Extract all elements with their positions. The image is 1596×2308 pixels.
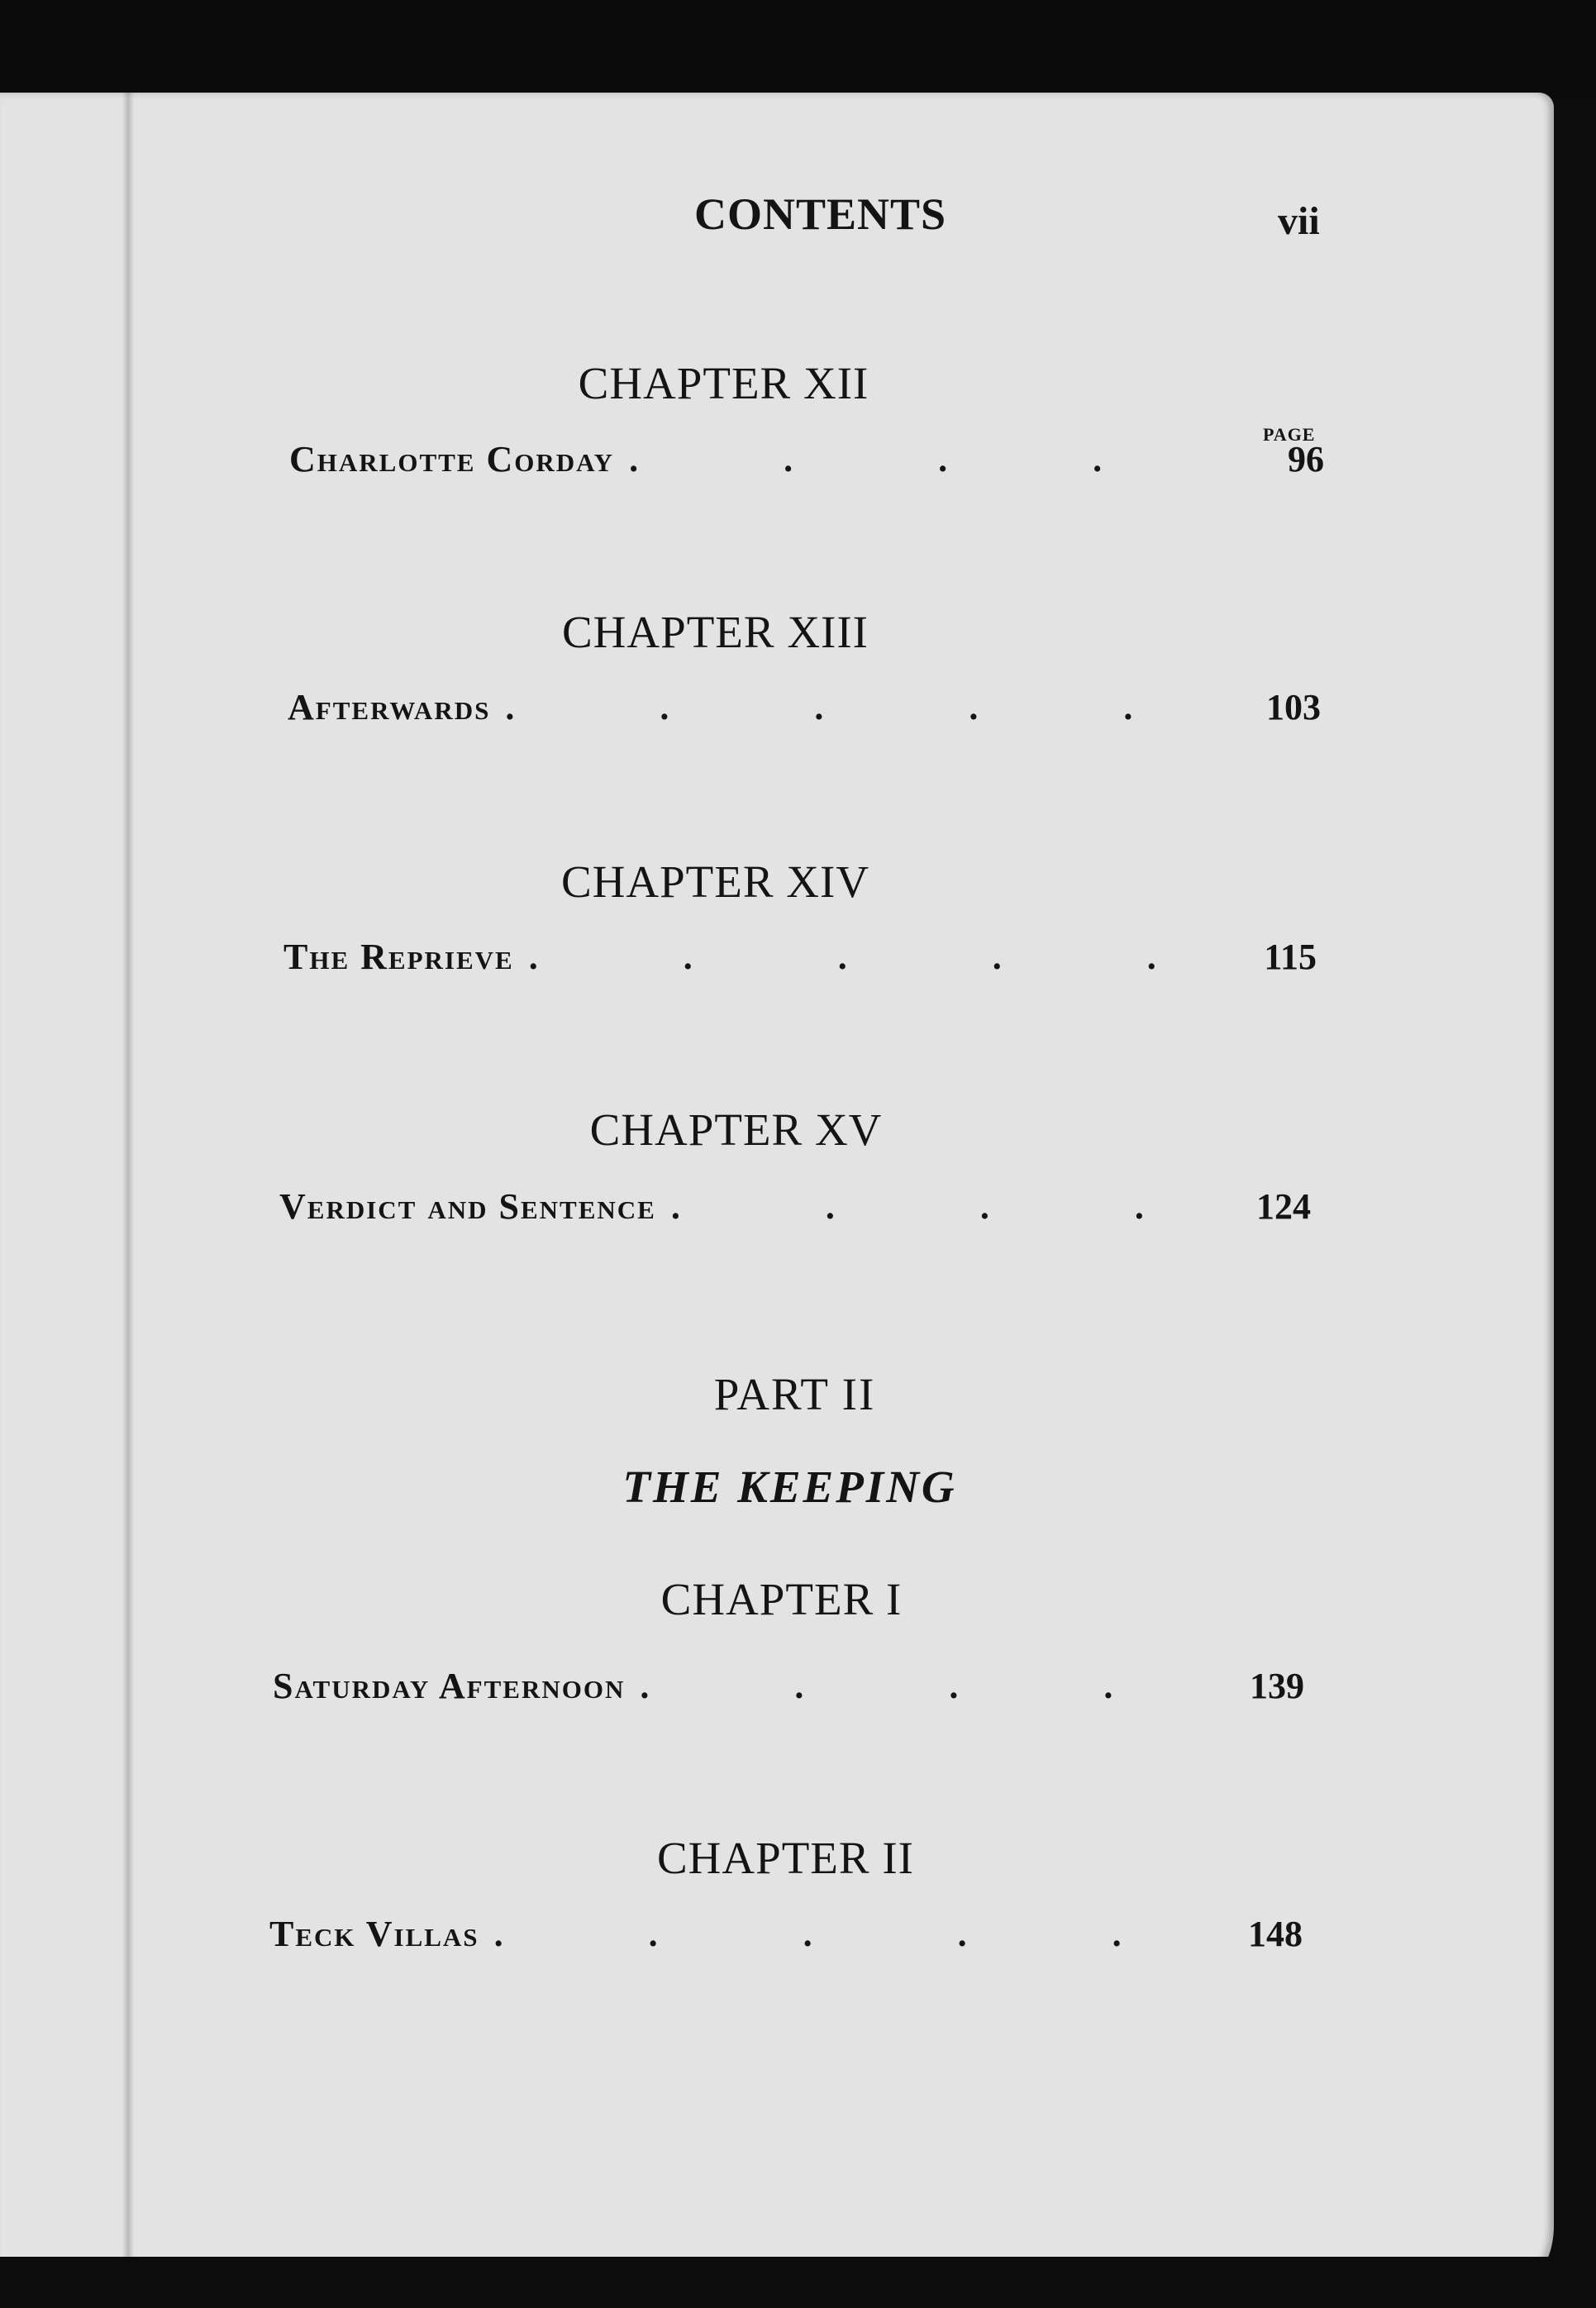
toc-entry-title: Afterwards: [288, 687, 491, 727]
toc-entry-page: 115: [1264, 937, 1317, 977]
dot-leaders: [529, 936, 1229, 978]
toc-entry-title: Teck Villas: [269, 1914, 479, 1954]
toc-entry-title: Saturday Afternoon: [273, 1666, 626, 1706]
chapter-heading: CHAPTER XII: [578, 358, 869, 408]
toc-entry[interactable]: [288, 686, 1321, 736]
chapter-heading: CHAPTER II: [657, 1833, 914, 1883]
chapter-heading: CHAPTER I: [660, 1574, 903, 1624]
chapter-heading: CHAPTER XV: [589, 1104, 883, 1155]
toc-entry-page: 124: [1256, 1186, 1311, 1227]
chapter-heading: CHAPTER XIV: [560, 856, 870, 907]
toc-entry-page: 139: [1250, 1666, 1304, 1706]
toc-entry[interactable]: [279, 1185, 1311, 1235]
dot-leaders: [629, 438, 1236, 480]
dot-leaders: [640, 1665, 1217, 1707]
toc-entry-title: Charlotte Corday: [289, 439, 615, 479]
dot-leaders: [505, 686, 1233, 728]
scan-background-bottom: [0, 2257, 1596, 2308]
part-subtitle: THE KEEPING: [622, 1462, 957, 1512]
dot-leaders: [494, 1913, 1215, 1955]
toc-entry-page: 96: [1288, 439, 1324, 479]
toc-entry-page: 103: [1266, 687, 1321, 727]
toc-entry[interactable]: [283, 936, 1317, 985]
page-header-title: CONTENTS: [694, 189, 947, 239]
page-header-number: vii: [1278, 199, 1320, 243]
toc-entry[interactable]: [269, 1913, 1303, 1962]
toc-entry[interactable]: [289, 438, 1324, 488]
chapter-heading: CHAPTER XIII: [561, 607, 869, 657]
scan-background-top: [0, 0, 1596, 99]
page-column-label: PAGE: [1263, 424, 1316, 445]
part-heading: PART II: [713, 1369, 876, 1419]
toc-entry-title: Verdict and Sentence: [279, 1186, 656, 1227]
dot-leaders: [671, 1185, 1223, 1228]
toc-entry-page: 148: [1248, 1914, 1303, 1954]
page-gutter: [122, 93, 134, 2275]
toc-entry-title: The Reprieve: [283, 937, 514, 977]
toc-entry[interactable]: [273, 1665, 1304, 1714]
